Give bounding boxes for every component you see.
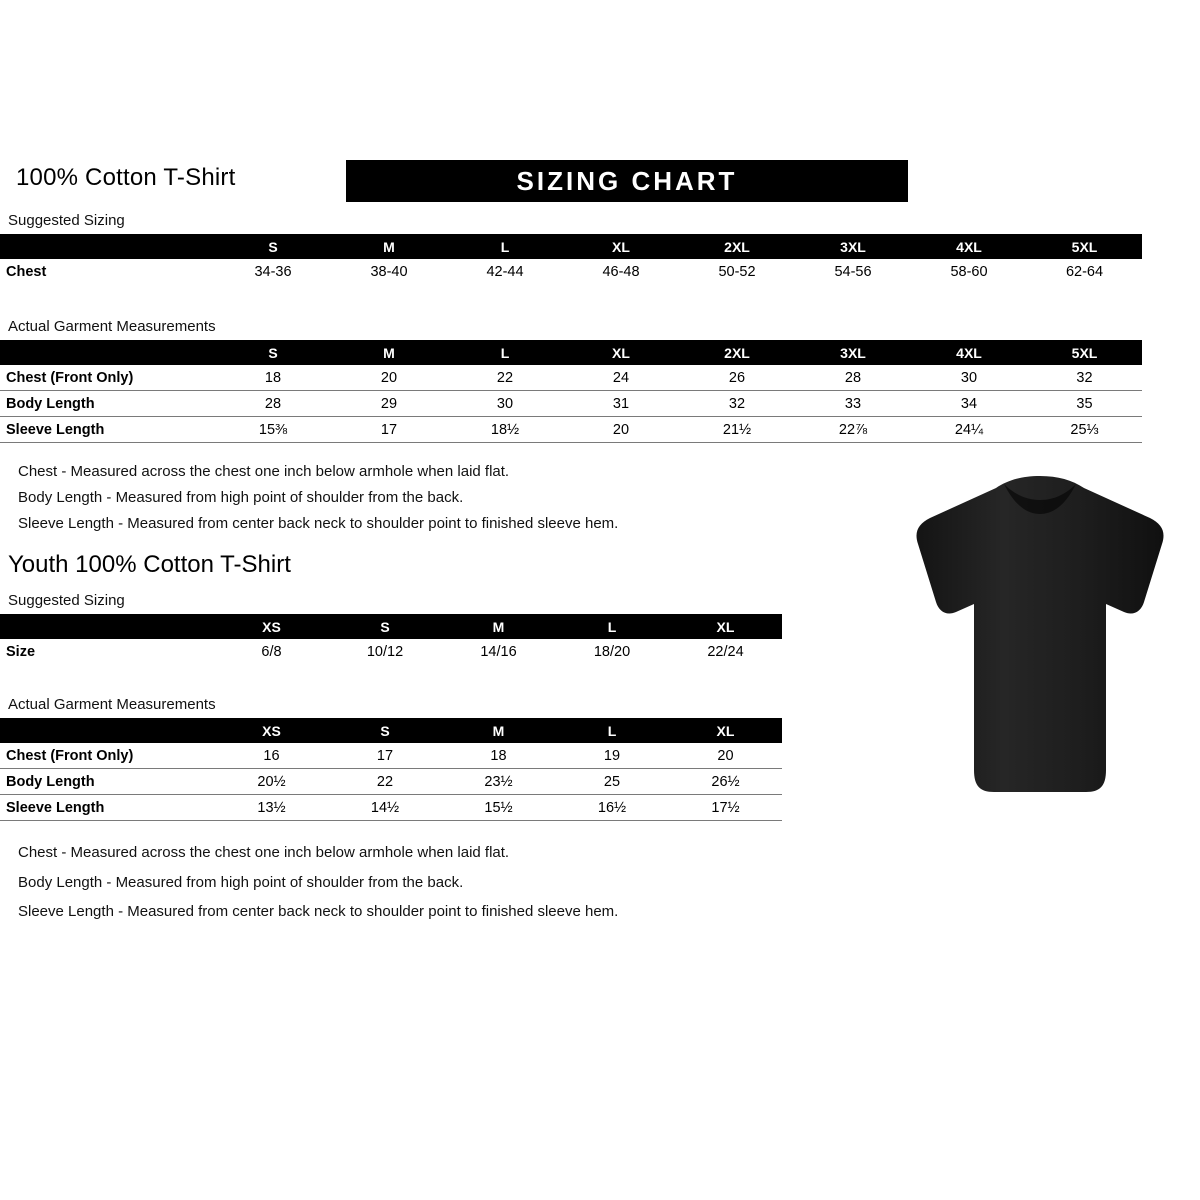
cell: 23½ — [442, 769, 555, 795]
row-label: Body Length — [0, 391, 215, 417]
cell: 22 — [447, 365, 563, 391]
row-label: Size — [0, 639, 215, 664]
cell: 35 — [1027, 391, 1142, 417]
row-label: Chest (Front Only) — [0, 743, 215, 769]
cell: 38-40 — [331, 259, 447, 284]
youth-suggested-label: Suggested Sizing — [8, 592, 125, 609]
cell: 20 — [669, 743, 782, 769]
table-header-row — [0, 614, 782, 639]
cell: 21½ — [679, 417, 795, 443]
col-header: M — [331, 234, 447, 259]
cell: 19 — [555, 743, 669, 769]
sizing-chart-banner — [346, 160, 908, 202]
cell: 31 — [563, 391, 679, 417]
col-header: S — [215, 234, 331, 259]
cell: 29 — [331, 391, 447, 417]
table-row — [0, 391, 1142, 417]
table-row — [0, 417, 1142, 443]
adult-suggested-table — [0, 234, 1142, 284]
col-header: 5XL — [1027, 234, 1142, 259]
cell: 22 — [328, 769, 442, 795]
cell: 20 — [563, 417, 679, 443]
adult-actual-label: Actual Garment Measurements — [8, 318, 216, 335]
cell: 24 — [563, 365, 679, 391]
cell: 26 — [679, 365, 795, 391]
row-label: Sleeve Length — [0, 795, 215, 821]
col-header — [0, 614, 215, 639]
col-header: 4XL — [911, 340, 1027, 365]
col-header: XL — [563, 234, 679, 259]
adult-suggested-label: Suggested Sizing — [8, 212, 125, 229]
table-row — [0, 259, 1142, 284]
cell: 18 — [442, 743, 555, 769]
col-header: M — [331, 340, 447, 365]
cell: 62-64 — [1027, 259, 1142, 284]
tshirt-illustration — [900, 470, 1180, 810]
cell: 16 — [215, 743, 328, 769]
cell: 18/20 — [555, 639, 669, 664]
sizing-chart-banner-label: SIZING CHART — [516, 166, 738, 196]
col-header — [0, 234, 215, 259]
youth-suggested-table — [0, 614, 782, 664]
col-header: L — [555, 718, 669, 743]
col-header — [0, 340, 215, 365]
cell: 32 — [679, 391, 795, 417]
col-header: XL — [563, 340, 679, 365]
row-label: Body Length — [0, 769, 215, 795]
youth-note-sleeve-length: Sleeve Length - Measured from center back neck to shoulder point to finished sleeve hem. — [18, 903, 619, 920]
cell: 6/8 — [215, 639, 328, 664]
cell: 34-36 — [215, 259, 331, 284]
col-header: XS — [215, 718, 328, 743]
table-row — [0, 639, 782, 664]
col-header: S — [328, 614, 442, 639]
cell: 13½ — [215, 795, 328, 821]
adult-note-body-length: Body Length - Measured from high point of shoulder from the back. — [18, 489, 464, 506]
col-header: 4XL — [911, 234, 1027, 259]
cell: 22⅞ — [795, 417, 911, 443]
cell: 16½ — [555, 795, 669, 821]
table-row — [0, 743, 782, 769]
cell: 22/24 — [669, 639, 782, 664]
col-header: S — [215, 340, 331, 365]
adult-note-chest: Chest - Measured across the chest one inch below armhole when laid flat. — [18, 463, 510, 480]
col-header — [0, 718, 215, 743]
cell: 32 — [1027, 365, 1142, 391]
col-header: 2XL — [679, 340, 795, 365]
cell: 54-56 — [795, 259, 911, 284]
cell: 17½ — [669, 795, 782, 821]
cell: 58-60 — [911, 259, 1027, 284]
cell: 14½ — [328, 795, 442, 821]
cell: 15⅜ — [215, 417, 331, 443]
cell: 20 — [331, 365, 447, 391]
col-header: L — [447, 340, 563, 365]
row-label: Chest — [0, 259, 215, 284]
cell: 18 — [215, 365, 331, 391]
cell: 30 — [911, 365, 1027, 391]
cell: 25⅓ — [1027, 417, 1142, 443]
col-header: 2XL — [679, 234, 795, 259]
row-label: Sleeve Length — [0, 417, 215, 443]
cell: 20½ — [215, 769, 328, 795]
youth-note-body-length: Body Length - Measured from high point of shoulder from the back. — [18, 874, 464, 891]
cell: 26½ — [669, 769, 782, 795]
cell: 17 — [331, 417, 447, 443]
table-header-row — [0, 718, 782, 743]
row-label: Chest (Front Only) — [0, 365, 215, 391]
table-row — [0, 769, 782, 795]
cell: 30 — [447, 391, 563, 417]
table-header-row — [0, 234, 1142, 259]
col-header: L — [555, 614, 669, 639]
cell: 24¼ — [911, 417, 1027, 443]
youth-section-title: Youth 100% Cotton T-Shirt — [8, 551, 291, 578]
adult-actual-table — [0, 340, 1142, 443]
col-header: M — [442, 718, 555, 743]
cell: 17 — [328, 743, 442, 769]
col-header: XL — [669, 718, 782, 743]
cell: 28 — [215, 391, 331, 417]
cell: 34 — [911, 391, 1027, 417]
col-header: XS — [215, 614, 328, 639]
cell: 46-48 — [563, 259, 679, 284]
cell: 10/12 — [328, 639, 442, 664]
adult-section-title: 100% Cotton T-Shirt — [16, 164, 236, 191]
cell: 28 — [795, 365, 911, 391]
youth-note-chest: Chest - Measured across the chest one inch below armhole when laid flat. — [18, 844, 510, 861]
cell: 42-44 — [447, 259, 563, 284]
youth-actual-table — [0, 718, 782, 821]
cell: 50-52 — [679, 259, 795, 284]
header-row — [8, 160, 908, 204]
col-header: S — [328, 718, 442, 743]
youth-actual-label: Actual Garment Measurements — [8, 696, 216, 713]
col-header: 3XL — [795, 234, 911, 259]
adult-note-sleeve-length: Sleeve Length - Measured from center back neck to shoulder point to finished sleeve hem. — [18, 515, 619, 532]
cell: 25 — [555, 769, 669, 795]
table-header-row — [0, 340, 1142, 365]
table-row — [0, 795, 782, 821]
col-header: M — [442, 614, 555, 639]
table-row — [0, 365, 1142, 391]
cell: 33 — [795, 391, 911, 417]
col-header: XL — [669, 614, 782, 639]
col-header: 5XL — [1027, 340, 1142, 365]
col-header: 3XL — [795, 340, 911, 365]
cell: 18½ — [447, 417, 563, 443]
col-header: L — [447, 234, 563, 259]
cell: 14/16 — [442, 639, 555, 664]
cell: 15½ — [442, 795, 555, 821]
